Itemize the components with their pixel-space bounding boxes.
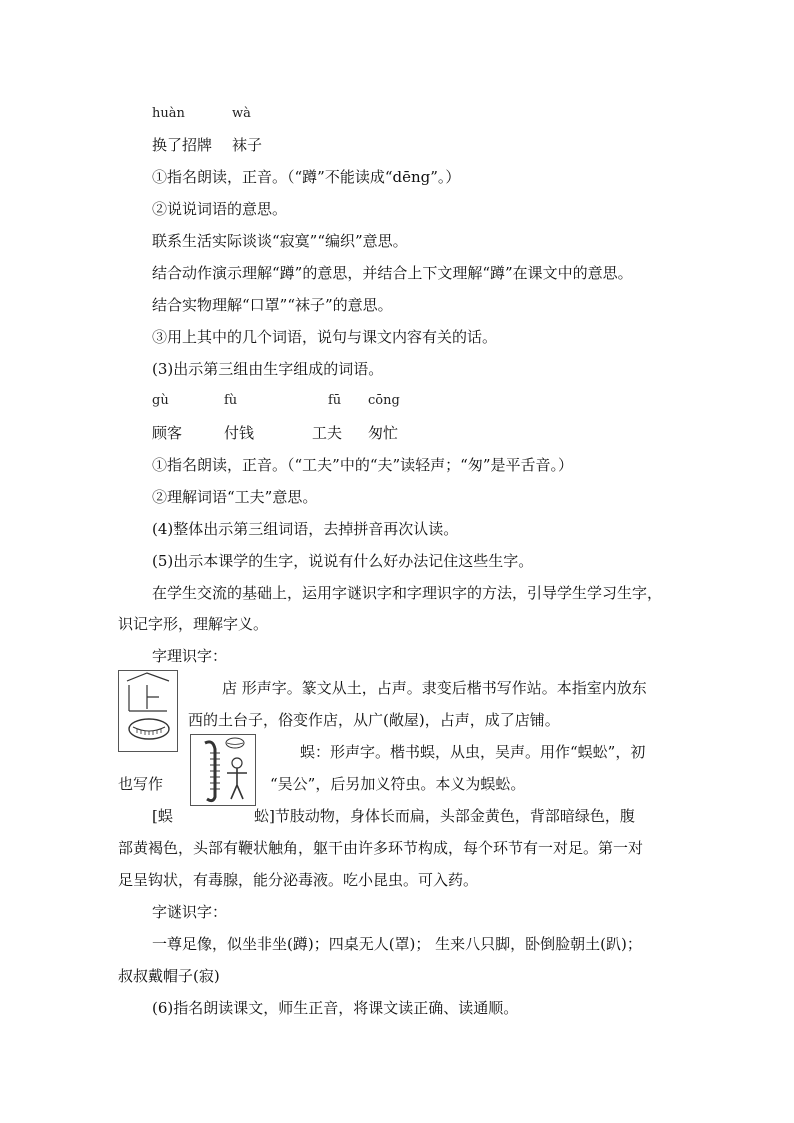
word-fu-qian: 付钱 [224, 424, 255, 442]
step5: (5)出示本课学的生字，说说有什么好办法记住这些生字。 [152, 552, 534, 570]
group2-step3: ③用上其中的几个词语，说句与课文内容有关的话。 [152, 328, 498, 346]
pinyin-fu4: fù [224, 393, 238, 408]
word-wa-zi: 袜子 [232, 136, 263, 154]
step4: (4)整体出示第三组词语，去掉拼音再次认读。 [152, 520, 459, 538]
zimi-line2: 叔叔戴帽子(寂) [118, 967, 220, 985]
pinyin-gu: gù [152, 393, 169, 408]
group2-step2b: 结合动作演示理解“蹲”的意思，并结合上下文理解“蹲”在课文中的意思。 [152, 264, 633, 282]
pinyin-huan: huàn [152, 106, 185, 121]
wu-line2-left: 也写作 [118, 775, 164, 793]
wu-line3-left: [蜈 [152, 807, 173, 825]
dian-line2: 西的土台子，俗变作店，从广(敞屋)，占声，成了店铺。 [188, 711, 560, 729]
wu-line2-right: “吴公”，后另加义符虫。本义为蜈蚣。 [270, 775, 526, 793]
dian-glyph-icon [119, 671, 177, 751]
wu-line1: 蜈：形声字。楷书蜈，从虫，吴声。用作“蜈蚣”，初 [300, 743, 646, 761]
dian-seal-script-image [118, 670, 178, 752]
step6: (6)指名朗读课文，师生正音，将课文读正确、读通顺。 [152, 999, 519, 1017]
zili-heading: 字理识字： [152, 647, 228, 665]
group2-step2: ②说说词语的意思。 [152, 200, 288, 218]
centipede-person-icon [191, 735, 255, 805]
wu-line4: 部黄褐色，头部有鞭状触角，躯干由许多环节构成，每个环节有一对足。第一对 [118, 839, 644, 857]
group3-step2: ②理解词语“工夫”意思。 [152, 488, 318, 506]
wu-line5: 足呈钩状，有毒腺，能分泌毒液。吃小昆虫。可入药。 [118, 871, 479, 889]
zimi-heading: 字谜识字： [152, 903, 228, 921]
word-gong-fu: 工夫 [312, 424, 343, 442]
pinyin-fu1: fū [328, 393, 342, 408]
group2-step2c: 结合实物理解“口罩”“袜子”的意思。 [152, 296, 393, 314]
method-paragraph-line1: 在学生交流的基础上，运用字谜识字和字理识字的方法，引导学生学习生字， [152, 584, 663, 602]
dian-line1: 店 形声字。篆文从土，占声。隶变后楷书写作站。本指室内放东 [222, 679, 647, 697]
group3-step1: ①指名朗读，正音。（“工夫”中的“夫”读轻声；“匆”是平舌音。） [152, 456, 574, 474]
word-cong-mang: 匆忙 [368, 424, 399, 442]
word-huan-le-zhao-pai: 换了招牌 [152, 136, 213, 154]
group2-step1: ①指名朗读，正音。（“蹲”不能读成“dēng”。） [152, 168, 461, 186]
zimi-line1: 一尊足像，似坐非坐(蹲)；四桌无人(罩)； 生来八只脚，卧倒脸朝土(趴)； [152, 935, 642, 953]
wu-line3-right: 蚣]节肢动物，身体长而扁，头部金黄色，背部暗绿色，腹 [254, 807, 635, 825]
word-gu-ke: 顾客 [152, 424, 183, 442]
group2-step2a: 联系生活实际谈谈“寂寞”“编织”意思。 [152, 232, 408, 250]
group3-heading: (3)出示第三组由生字组成的词语。 [152, 360, 384, 378]
method-paragraph-line2: 识记字形，理解字义。 [118, 615, 269, 633]
pinyin-cong: cōng [368, 393, 400, 408]
wu-illustration-image [190, 734, 256, 806]
pinyin-wa: wà [232, 106, 251, 121]
